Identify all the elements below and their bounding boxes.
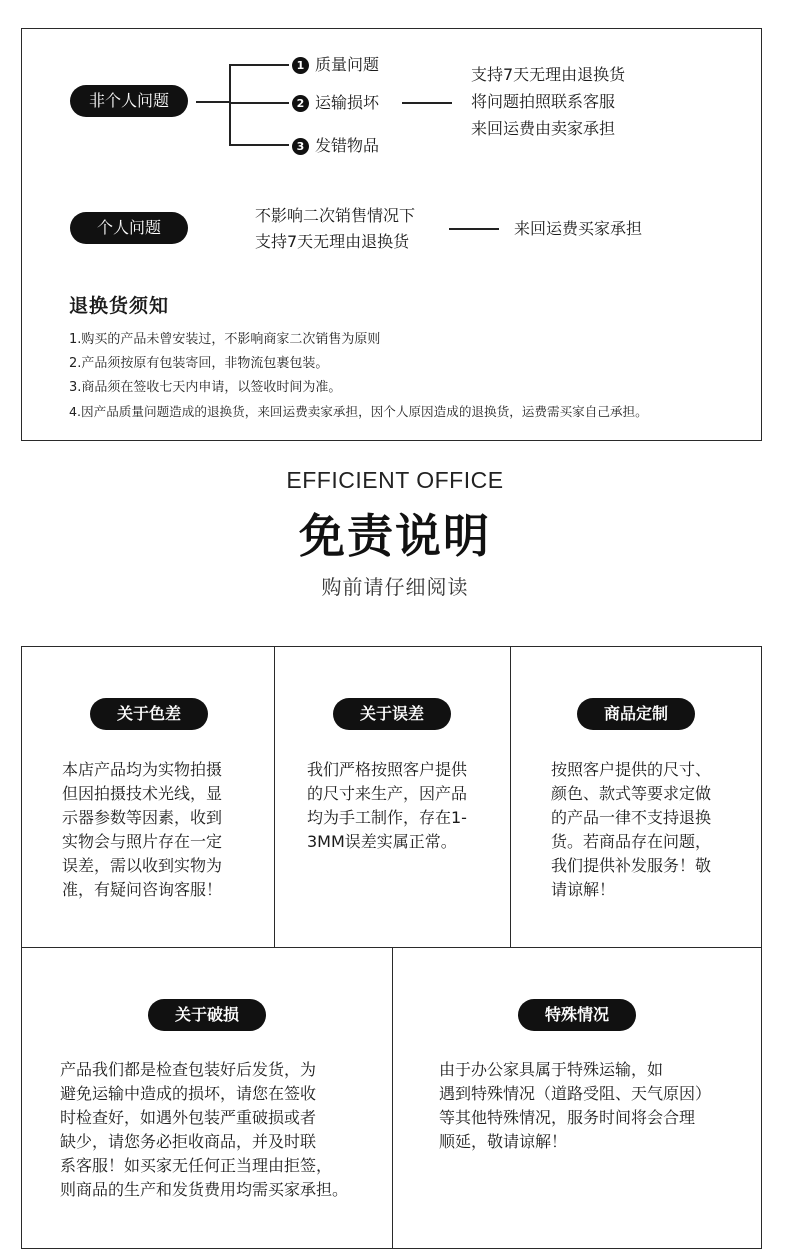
disclaimer-cell-damage — [21, 947, 393, 1249]
notice-item: 4.因产品质量问题造成的退换货，来回运费卖家承担，因个人原因造成的退换货，运费需买家自己承担。 — [69, 404, 648, 419]
return-policy-box — [21, 28, 762, 441]
branch-shipping-damage — [292, 92, 379, 114]
bracket-line — [229, 64, 231, 146]
branch-quality-issue — [292, 54, 379, 76]
disclaimer-cell-size-tolerance — [274, 646, 511, 948]
branch-label: 发错物品 — [315, 136, 380, 155]
notice-item: 1.购买的产品未曾安装过，不影响商家二次销售为原则 — [69, 332, 381, 347]
notice-item: 2.产品须按原有包装寄回，非物流包裹包装。 — [69, 356, 329, 371]
notice-item: 3.商品须在签收七天内申请，以签收时间为准。 — [69, 380, 342, 395]
connector-line — [229, 102, 289, 104]
cell-body: 本店产品均为实物拍摄 但因拍摄技术光线，显 示器参数等因素，收到 实物会与照片存在一定 误差，需以收到实物为 准，有疑问咨询客服！ — [62, 760, 223, 899]
connector-line — [402, 102, 452, 104]
disclaimer-cell-special-cases — [392, 947, 762, 1249]
personal-issue-badge: 个人问题 — [70, 212, 188, 244]
section-title: 免责说明 — [299, 509, 491, 563]
branch-label: 运输损坏 — [315, 93, 380, 112]
branch-label: 质量问题 — [315, 55, 380, 74]
number-two-icon: 2 — [292, 95, 309, 112]
cell-body: 产品我们都是检查包装好后发货，为 避免运输中造成的损坏，请您在签收 时检查好，如遇外包装严重破损或者 缺少，请您务必拒收商品，并及时联 系客服！如买家无任何正当理由拒签， 则商品的生产和发货费用均需买家承担。 — [60, 1060, 349, 1199]
non-personal-issue-badge: 非个人问题 — [70, 85, 188, 117]
cell-body: 由于办公家具属于特殊运输，如 遇到特殊情况（道路受阻、天气原因） 等其他特殊情况，服务时间将会合理 顺延，敬请谅解！ — [439, 1060, 712, 1151]
cell-body: 按照客户提供的尺寸、 颜色、款式等要求定做 的产品一律不支持退换 货。若商品存在问题， 我们提供补发服务！敬 请谅解！ — [551, 760, 712, 899]
number-three-icon: 3 — [292, 138, 309, 155]
cell-title-badge: 关于误差 — [333, 698, 451, 730]
section-subtitle: 购前请仔细阅读 — [321, 575, 469, 599]
branch-wrong-item — [292, 135, 379, 157]
cell-title-badge: 特殊情况 — [518, 999, 636, 1031]
disclaimer-cell-custom-order — [510, 646, 762, 948]
cell-title-badge: 关于色差 — [90, 698, 208, 730]
connector-line — [449, 228, 499, 230]
cell-body: 我们严格按照客户提供 的尺寸来生产，因产品 均为手工制作，存在1- 3MM误差实属正常。 — [307, 760, 468, 851]
cell-title-badge: 商品定制 — [577, 698, 695, 730]
connector-line — [229, 144, 289, 146]
connector-line — [196, 101, 230, 103]
disclaimer-cell-color-difference — [21, 646, 275, 948]
personal-condition: 不影响二次销售情况下 支持7天无理由退换货 — [255, 206, 416, 251]
personal-result: 来回运费买家承担 — [514, 219, 643, 238]
connector-line — [229, 64, 289, 66]
cell-title-badge: 关于破损 — [148, 999, 266, 1031]
notice-title: 退换货须知 — [69, 295, 170, 317]
section-english-heading: EFFICIENT OFFICE — [286, 467, 504, 493]
non-personal-result: 支持7天无理由退换货 将问题拍照联系客服 来回运费由卖家承担 — [471, 65, 626, 138]
number-one-icon: 1 — [292, 57, 309, 74]
